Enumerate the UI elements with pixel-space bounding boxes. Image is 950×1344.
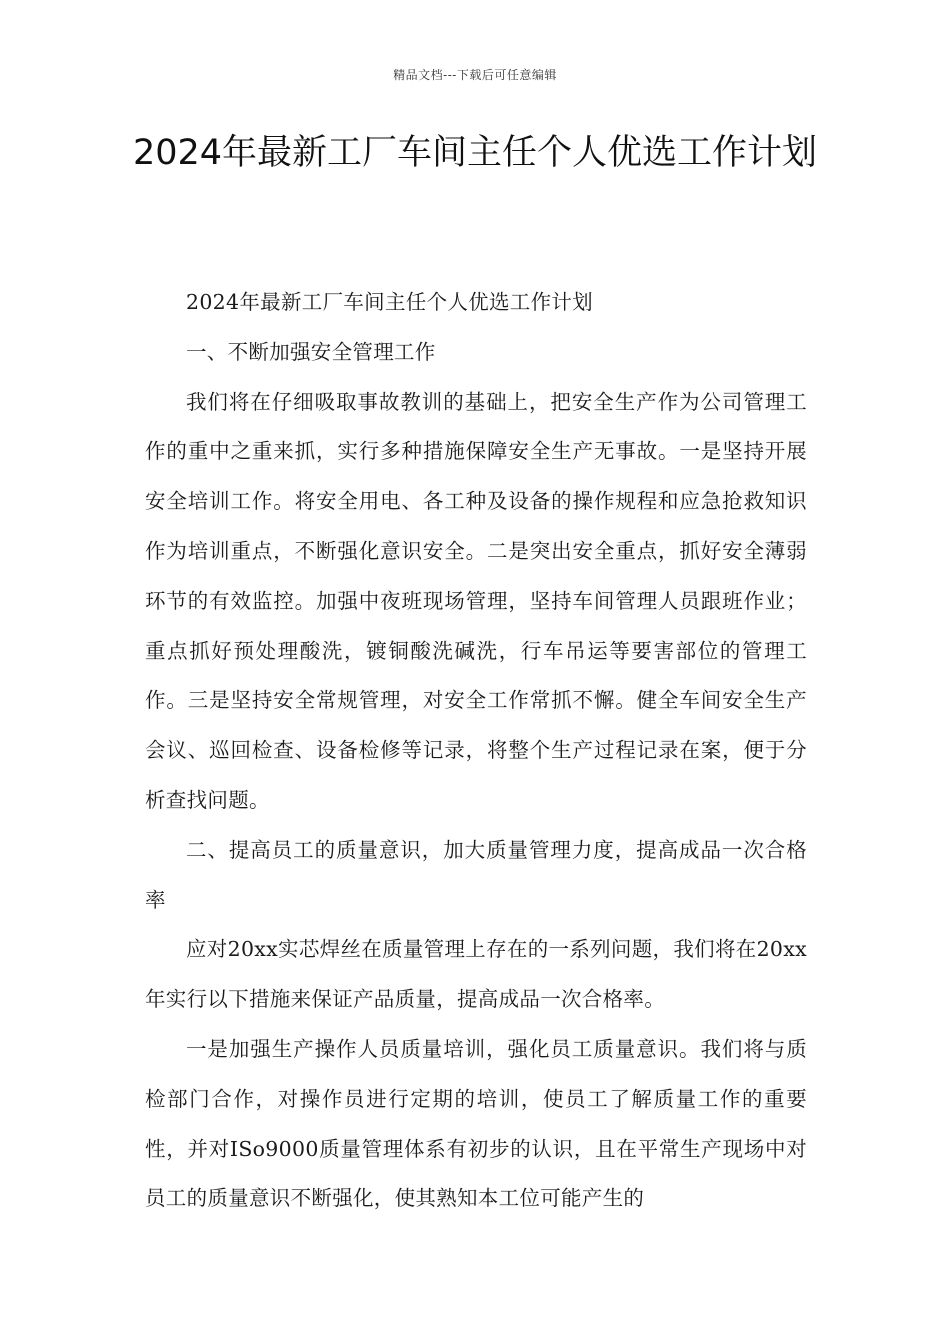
document-body	[145, 278, 807, 1224]
paragraph-quality-training: 一是加强生产操作人员质量培训，强化员工质量意识。我们将与质检部门合作，对操作员进行定期的培训，使员工了解质量工作的重要性，并对ISo9000质量管理体系有初步的认识，且在平常生产现场中对员工的质量意识不断强化，使其熟知本工位可能产生的	[145, 1036, 807, 1211]
document-title: 2024年最新工厂车间主任个人优选工作计划	[132, 133, 818, 173]
paragraph-subtitle: 2024年最新工厂车间主任个人优选工作计划	[186, 290, 593, 314]
paragraph-quality-intro: 应对20xx实芯焊丝在质量管理上存在的一系列问题，我们将在20xx年实行以下措施来保证产品质量，提高成品一次合格率。	[145, 937, 807, 1012]
section-heading-2: 二、提高员工的质量意识，加大质量管理力度，提高成品一次合格率	[145, 837, 807, 912]
section-heading-1: 一、不断加强安全管理工作	[186, 339, 436, 364]
header-note: 精品文档---下载后可任意编辑	[393, 68, 557, 82]
paragraph-safety: 我们将在仔细吸取事故教训的基础上，把安全生产作为公司管理工作的重中之重来抓，实行多种措施保障安全生产无事故。一是坚持开展安全培训工作。将安全用电、各工种及设备的操作规程和应急抢救知识作为培训重点，不断强化意识安全。二是突出安全重点，抓好安全薄弱环节的有效监控。加强中夜班现场管理，坚持车间管理人员跟班作业；重点抓好预处理酸洗，镀铜酸洗碱洗，行车吊运等要害部位的管理工作。三是坚持安全常规管理，对安全工作常抓不懈。健全车间安全生产会议、巡回检查、设备检修等记录，将整个生产过程记录在案，便于分析查找问题。	[145, 389, 807, 812]
